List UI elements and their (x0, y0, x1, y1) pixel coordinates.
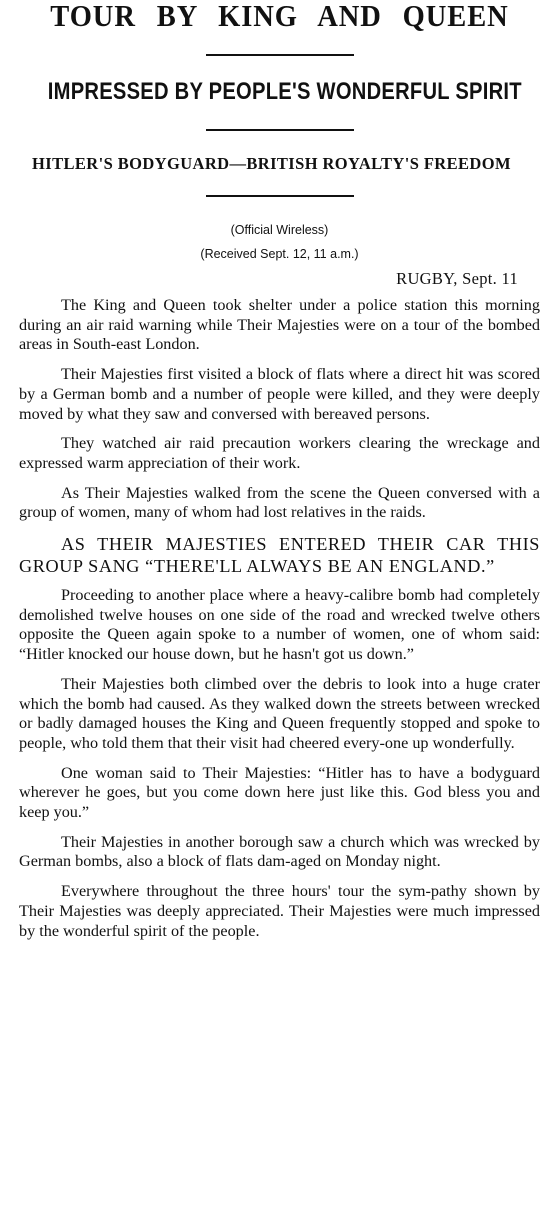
dateline-received: (Received Sept. 12, 11 a.m.) (200, 247, 359, 261)
article-paragraph: The King and Queen took shelter under a police station this morning during an air raid warning while Their Majesties were on a tour of the bombed areas in South-east London. (19, 296, 540, 354)
headline-divider (206, 195, 354, 197)
dateline-place: RUGBY, Sept. 11 (396, 269, 518, 288)
article-paragraph-capitals: AS THEIR MAJESTIES ENTERED THEIR CAR THIS GROUP SANG “THERE'LL ALWAYS BE AN ENGLAND.” (19, 534, 540, 577)
dateline-source: (Official Wireless) (230, 223, 329, 237)
headline-divider (206, 129, 354, 131)
sub-headline: IMPRESSED BY PEOPLE'S WONDERFUL SPIRIT (47, 78, 522, 105)
main-headline: TOUR BY KING AND QUEEN (50, 0, 509, 33)
article-paragraph: As Their Majesties walked from the scene the Queen conversed with a group of women, many of whom had lost relatives in the raids. (19, 483, 540, 522)
article-paragraph: Their Majesties first visited a block of flats where a direct hit was scored by a German bomb and a number of people were killed, and they were deeply moved by what they saw and conversed with bereaved persons. (19, 365, 540, 423)
article-paragraph: Everywhere throughout the three hours' tour the sym-pathy shown by Their Majesties was deeply appreciated. Their Majesties were much impressed by the wonderful spirit of the people. (19, 882, 540, 940)
headline-divider (206, 54, 354, 56)
article-paragraph: Their Majesties both climbed over the debris to look into a huge crater which the bomb had caused. As they walked down the streets between wrecked or badly damaged houses the King and Queen frequently stopped and spoke to people, who told them that their visit had cheered every-one up wonderfully. (19, 674, 540, 752)
article-body (19, 296, 540, 941)
article-paragraph: They watched air raid precaution workers clearing the wreckage and expressed warm appreciation of their work. (19, 434, 540, 472)
article-paragraph: Their Majesties in another borough saw a church which was wrecked by German bombs, also a block of flats dam-aged on Monday night. (19, 832, 540, 871)
article-paragraph: Proceeding to another place where a heavy-calibre bomb had completely demolished twelve houses on one side of the road and wrecked twelve others opposite the Queen again spoke to a number of women, one of whom said: “Hitler knocked our house down, but he hasn't got us down.” (19, 586, 540, 664)
article-paragraph: One woman said to Their Majesties: “Hitler has to have a bodyguard wherever he goes, but you come down here just like this. God bless you and keep you.” (19, 763, 540, 822)
third-headline: HITLER'S BODYGUARD—BRITISH ROYALTY'S FREEDOM (32, 154, 511, 173)
